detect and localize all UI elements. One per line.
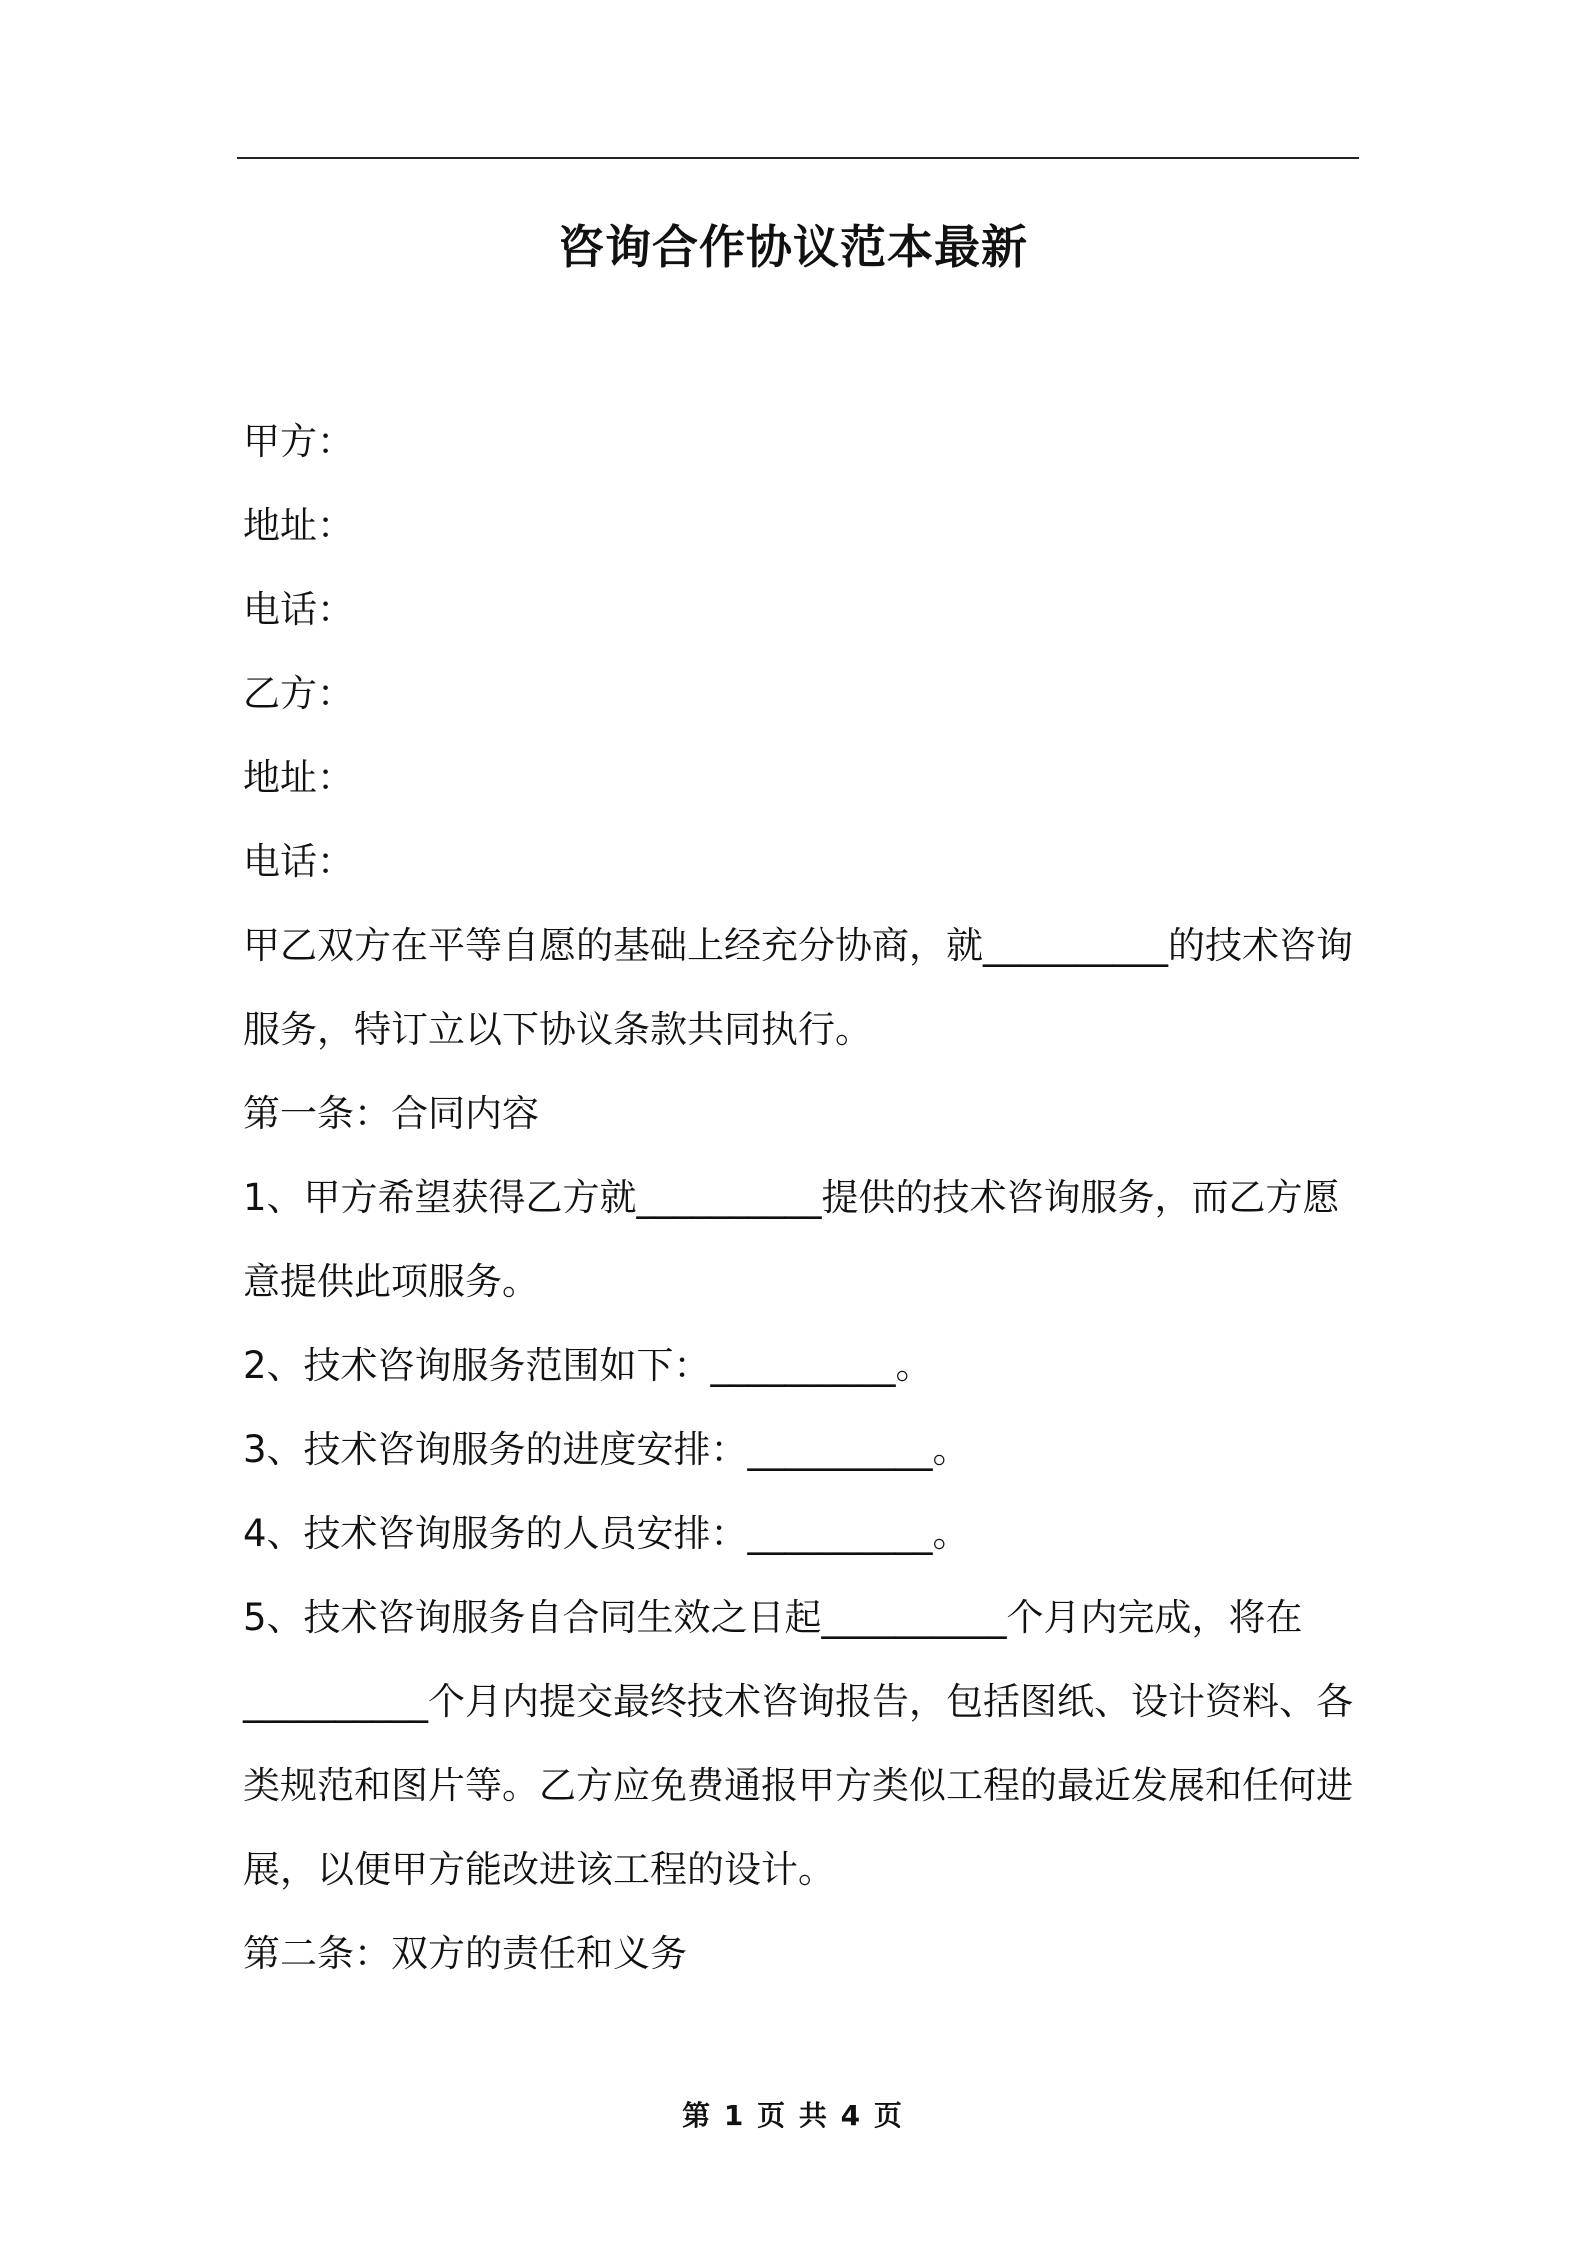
party-a-phone: 电话： [243, 588, 354, 631]
party-a-label: 甲方： [243, 420, 354, 463]
clause-5-line: __________个月内提交最终技术咨询报告，包括图纸、设计资料、各 [243, 1680, 1353, 1723]
clause-1-line: 意提供此项服务。 [243, 1260, 539, 1303]
article-one-heading: 第一条：合同内容 [243, 1092, 539, 1135]
clause-4: 4、技术咨询服务的人员安排：__________。 [243, 1512, 970, 1555]
article-two-heading: 第二条：双方的责任和义务 [243, 1932, 687, 1975]
party-b-phone: 电话： [243, 840, 354, 883]
clause-2: 2、技术咨询服务范围如下：__________。 [243, 1344, 933, 1387]
header-rule [237, 157, 1359, 159]
clause-3: 3、技术咨询服务的进度安排：__________。 [243, 1428, 970, 1471]
party-b-address: 地址： [243, 756, 354, 799]
page-number-footer: 第 1 页 共 4 页 [682, 2099, 904, 2132]
party-a-address: 地址： [243, 504, 354, 547]
clause-5-line: 类规范和图片等。乙方应免费通报甲方类似工程的最近发展和任何进 [243, 1764, 1353, 1807]
party-b-label: 乙方： [243, 672, 354, 715]
clause-1-line: 1、甲方希望获得乙方就__________提供的技术咨询服务，而乙方愿 [243, 1176, 1340, 1219]
document-title: 咨询合作协议范本最新 [558, 220, 1028, 274]
clause-5-line: 展，以便甲方能改进该工程的设计。 [243, 1848, 835, 1891]
document-body [243, 400, 1359, 1996]
preamble-line: 服务，特订立以下协议条款共同执行。 [243, 1008, 872, 1051]
preamble-line: 甲乙双方在平等自愿的基础上经充分协商，就__________的技术咨询 [243, 924, 1353, 967]
clause-5-line: 5、技术咨询服务自合同生效之日起__________个月内完成，将在 [243, 1596, 1303, 1639]
